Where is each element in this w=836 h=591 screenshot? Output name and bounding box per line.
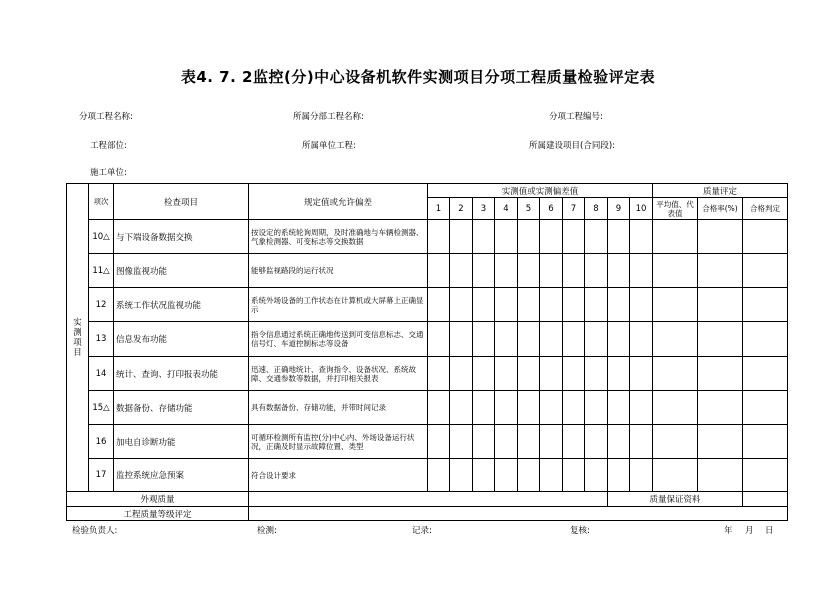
row-item: 系统工作状况监视功能 <box>114 288 249 322</box>
unit-project-label: 所属单位工程: <box>302 141 356 151</box>
recorder-label: 记录: <box>412 526 432 536</box>
col-measured-header: 实测值或实测偏差值 <box>428 184 653 198</box>
appearance-label: 外观质量 <box>67 492 249 507</box>
col-spec-header: 规定值或允许偏差 <box>249 184 428 220</box>
day-label: 日 <box>765 526 774 536</box>
measure-col-3: 3 <box>473 198 495 220</box>
grade-label: 工程质量等级评定 <box>67 507 249 521</box>
row-no: 12 <box>89 288 114 322</box>
measure-col-10: 10 <box>630 198 653 220</box>
inspection-table <box>66 183 788 521</box>
contractor-label: 施工单位: <box>90 168 127 178</box>
measure-col-5: 5 <box>518 198 540 220</box>
measure-col-9: 9 <box>608 198 630 220</box>
side-label: 实 测 项 目 <box>67 184 89 492</box>
row-item: 加电自诊断功能 <box>114 425 249 459</box>
row-spec: 符合设计要求 <box>249 459 428 492</box>
table-row <box>67 391 788 425</box>
measure-col-6: 6 <box>540 198 563 220</box>
measure-col-4: 4 <box>495 198 518 220</box>
page-title: 表4. 7. 2监控(分)中心设备机软件实测项目分项工程质量检验评定表 <box>180 68 656 86</box>
table-row <box>67 459 788 492</box>
construction-project-label: 所属建设项目(合同段): <box>529 141 615 151</box>
table-row <box>67 322 788 357</box>
measure-col-1: 1 <box>428 198 450 220</box>
col-rate-header: 合格率(%) <box>698 198 743 220</box>
row-no: 16 <box>89 425 114 459</box>
location-label: 工程部位: <box>90 141 127 151</box>
row-spec: 指令信息通过系统正确地传送到可变信息标志、交通信号灯、车道控制标志等设备 <box>249 322 428 357</box>
measure-col-2: 2 <box>450 198 473 220</box>
subitem-name-label: 分项工程名称: <box>79 112 133 122</box>
col-item-header: 检查项目 <box>114 184 249 220</box>
row-item: 统计、查询、打印报表功能 <box>114 357 249 391</box>
row-no: 10△ <box>89 220 114 254</box>
table-row <box>67 357 788 391</box>
measure-col-7: 7 <box>563 198 585 220</box>
row-no: 15△ <box>89 391 114 425</box>
row-item: 图像监视功能 <box>114 254 249 288</box>
row-item: 信息发布功能 <box>114 322 249 357</box>
table-row <box>67 288 788 322</box>
table-row <box>67 425 788 459</box>
quality-docs-label: 质量保证资料 <box>608 492 743 507</box>
row-spec: 系统外场设备的工作状态在计算机或大屏幕上正确显示 <box>249 288 428 322</box>
row-spec: 具有数据备份、存储功能，并带时间记录 <box>249 391 428 425</box>
reviewer-label: 复核: <box>570 526 590 536</box>
row-item: 数据备份、存储功能 <box>114 391 249 425</box>
table-row <box>67 254 788 288</box>
row-item: 监控系统应急预案 <box>114 459 249 492</box>
row-item: 与下端设备数据交换 <box>114 220 249 254</box>
inspector-label: 检验负责人: <box>72 526 118 536</box>
col-judge-header: 合格判定 <box>743 198 788 220</box>
row-no: 17 <box>89 459 114 492</box>
month-label: 月 <box>745 526 754 536</box>
subitem-no-label: 分项工程编号: <box>549 112 603 122</box>
division-name-label: 所属分部工程名称: <box>293 112 364 122</box>
row-spec: 能够监视路段的运行状况 <box>249 254 428 288</box>
tester-label: 检测: <box>257 526 277 536</box>
row-no: 14 <box>89 357 114 391</box>
col-no-header: 项次 <box>89 184 114 220</box>
measure-col-8: 8 <box>585 198 608 220</box>
row-no: 11△ <box>89 254 114 288</box>
row-spec: 按设定的系统轮询周期，及时准确地与车辆检测器、气象检测器、可变标志等交换数据 <box>249 220 428 254</box>
row-spec: 迅速、正确地统计、查询指令、设备状况、系统故障、交通参数等数据，并打印相关报表 <box>249 357 428 391</box>
table-row <box>67 220 788 254</box>
year-label: 年 <box>724 526 733 536</box>
col-quality-header: 质量评定 <box>653 184 788 198</box>
row-spec: 可循环检测所有监控(分)中心内、外场设备运行状况，正确及时显示故障位置、类型 <box>249 425 428 459</box>
row-no: 13 <box>89 322 114 357</box>
col-avg-header: 平均值、代表值 <box>653 198 698 220</box>
